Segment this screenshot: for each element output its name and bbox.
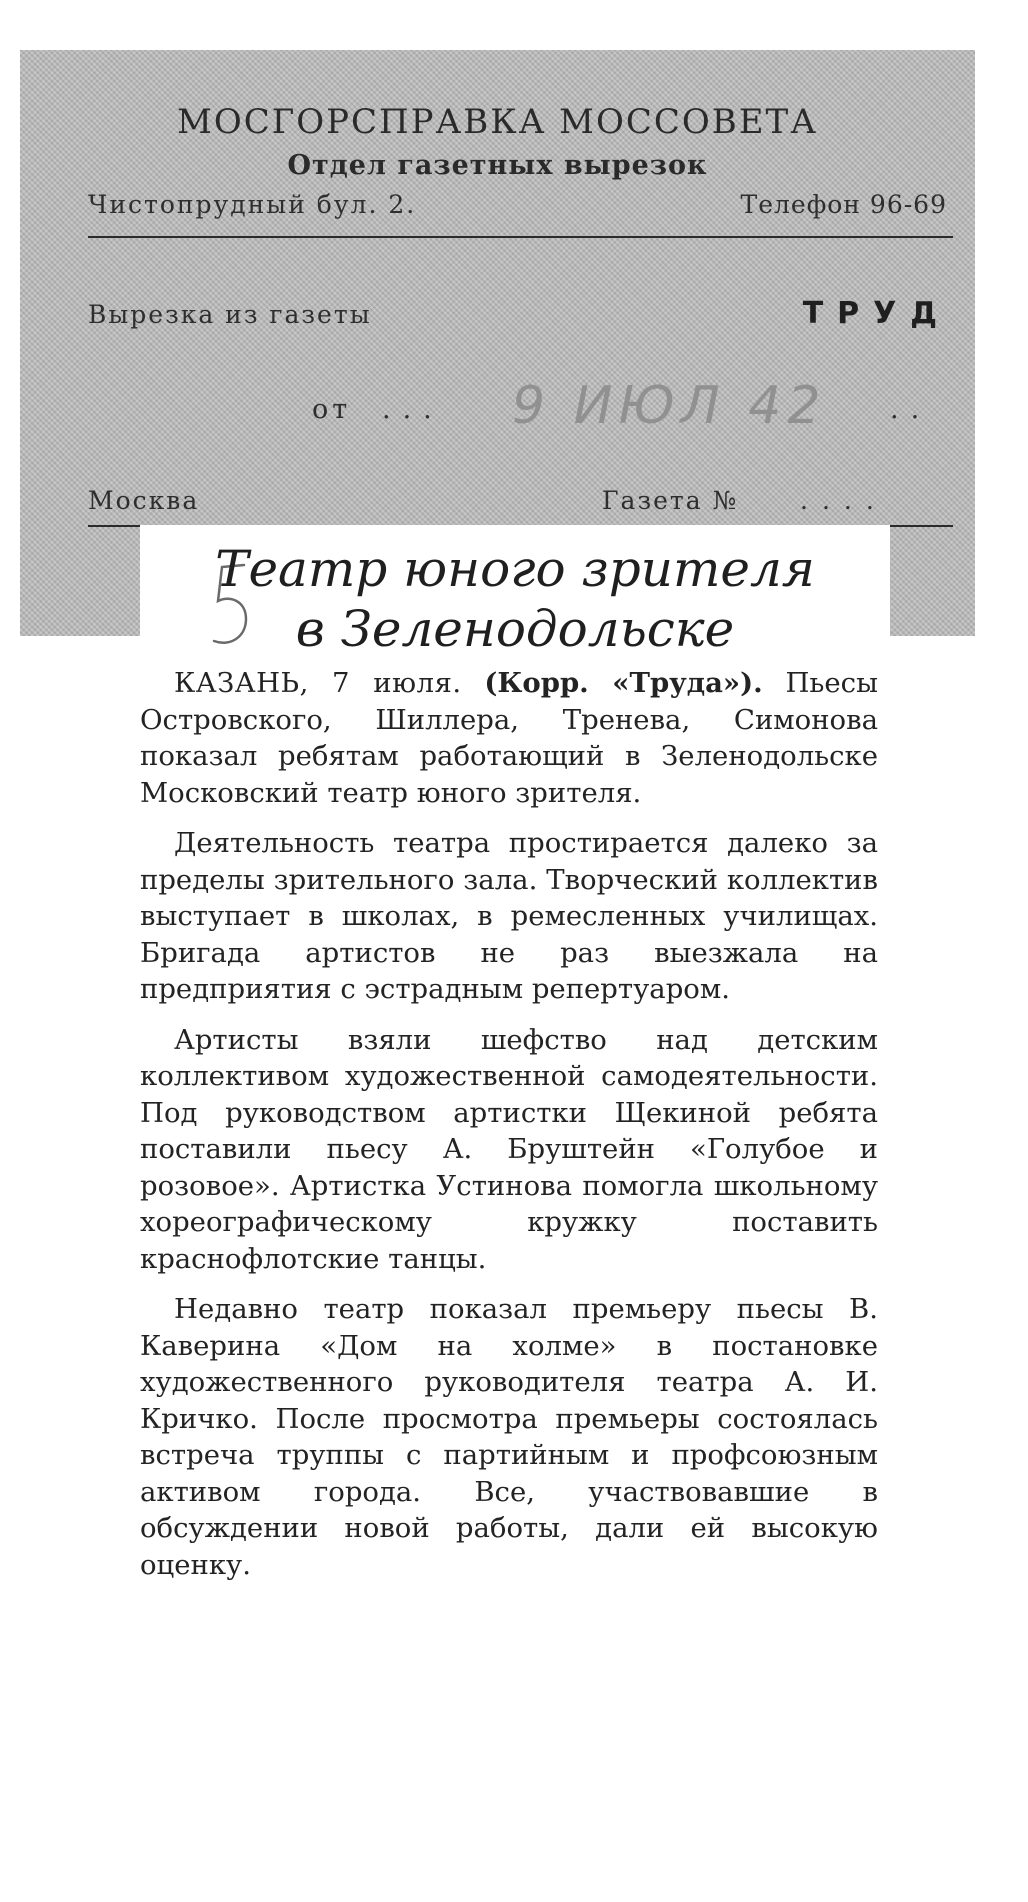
clip-source-label: Вырезка из газеты (88, 300, 372, 329)
article-paragraph-1 (140, 665, 878, 811)
newspaper-name: ТРУД (802, 296, 951, 331)
gazeta-number-dots: .... (800, 486, 888, 515)
date-stamp: 9 ИЮЛ 42 (512, 376, 827, 436)
date-dots-left: ... (382, 394, 444, 425)
article-paragraph-4: Недавно театр показал премьеру пьесы В. Каверина «Дом на холме» в постановке художественного руководителя театра А. И. Кричко. После просмотра премьеры состоялась встреча труппы с партийным и профсоюзным активом города. Все, участвовавшие в обсуждении новой работы, дали ей высокую оценку. (140, 1293, 878, 1581)
stamp-title: МОСГОРСПРАВКА МОССОВЕТА (177, 102, 818, 142)
article-headline (140, 539, 890, 659)
article-dateline: КАЗАНЬ, 7 июля. (174, 667, 462, 699)
gazeta-number-label: Газета № (602, 486, 739, 515)
headline-line-2: в Зеленодольске (295, 600, 735, 658)
article-body (140, 665, 878, 1597)
city-label: Москва (88, 486, 200, 515)
stamp-divider-top (88, 236, 953, 238)
stamp-department: Отдел газетных вырезок (287, 150, 708, 181)
stamp-address: Чистопрудный бул. 2. (88, 190, 417, 219)
article-paragraph-1-text: Пьесы Островского, Шиллера, Тренева, Симонова показал ребятам работающий в Зеленодольске Московский театр юного зрителя. (140, 667, 878, 809)
date-dots-right: .. (890, 394, 932, 425)
stamp-phone: Телефон 96-69 (740, 190, 947, 219)
article-paragraph-2: Деятельность театра простирается далеко за пределы зрительного зала. Творческий коллектив выступает в школах, в ремесленных училищах. Бригада артистов не раз выезжала на предприятия с эстрадным репертуаром. (140, 827, 878, 1005)
headline-line-1: Театр юного зрителя (215, 540, 815, 598)
article-correspondent: (Корр. «Труда»). (484, 667, 763, 699)
newspaper-clipping (140, 525, 890, 1855)
date-label: от (312, 394, 352, 425)
article-paragraph-3: Артисты взяли шефство над детским коллективом художественной самодеятельности. Под руководством артистки Щекиной ребята поставили пьесу А. Бруштейн «Голубое и розовое». Артистка Устинова помогла школьному хореографическому кружку поставить краснофлотские танцы. (140, 1023, 878, 1275)
